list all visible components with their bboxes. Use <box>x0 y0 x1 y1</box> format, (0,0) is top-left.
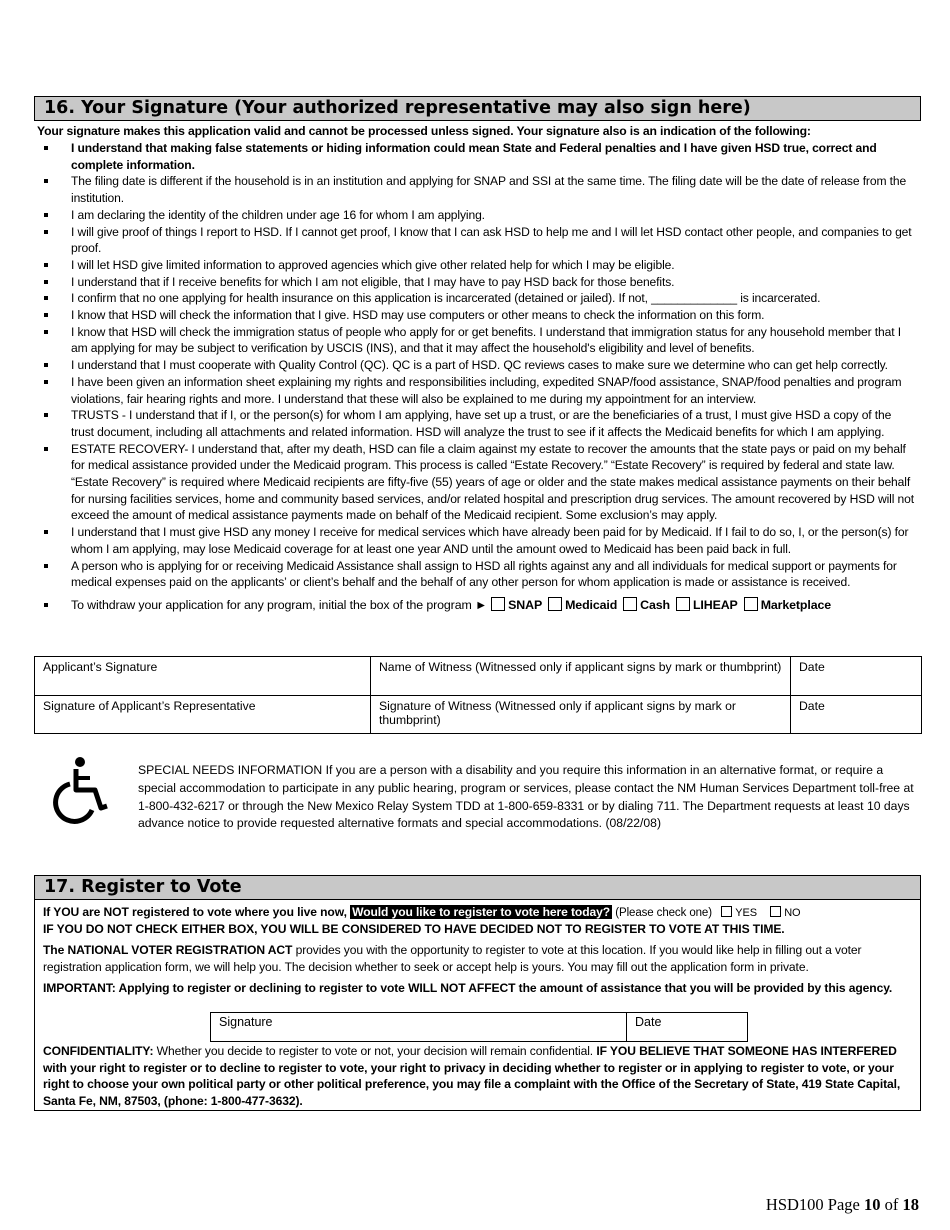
marketplace-label: Marketplace <box>760 597 832 612</box>
section-17-header: 17. Register to Vote <box>34 875 921 900</box>
vote-check-note: (Please check one) <box>615 907 712 919</box>
vote-question-prefix: If YOU are NOT registered to vote where you live now, <box>43 905 347 919</box>
liheap-checkbox[interactable] <box>676 597 690 611</box>
list-item: I understand that I must give HSD any money I receive for medical services which have already been paid for by Medicaid. If I fail to do so, I, or the person(s) for whom I am applying, may lose Medicaid coverage for at least one year AND until the amount owed to Medicaid has been paid back in full. <box>34 524 916 557</box>
list-item: The filing date is different if the household is in an institution and applying for SNAP and SSI at the same time. The filing date will be the date of release from the institution. <box>34 173 916 206</box>
form-id: HSD100 Page <box>765 1195 860 1214</box>
section-16-header: 16. Your Signature (Your authorized representative may also sign here) <box>34 96 921 121</box>
applicant-date-field[interactable] <box>791 657 922 696</box>
snap-label: SNAP <box>508 597 543 612</box>
list-item: I know that HSD will check the immigration status of people who apply for or get benefits. I understand that immigration status for any household member that I am applying for may be subject to verification by USCIS (INS), and that it may affect the household's eligibility and level of benefits. <box>34 324 916 357</box>
withdraw-label: To withdraw your application for any program, initial the box of the program ► <box>71 597 488 612</box>
vote-yes-checkbox[interactable] <box>721 906 732 917</box>
nvra-text: provides you with the opportunity to register to vote at this location. If you would like help in filling out a voter registration application form, we will help you. The decision whether to seek or accept help is yours. You may fill out the application form in private. <box>43 943 862 974</box>
vote-no-label: NO <box>784 907 801 919</box>
vote-no-checkbox[interactable] <box>770 906 781 917</box>
list-item: I understand that if I receive benefits for which I am not eligible, that I may have to pay HSD back for those benefits. <box>34 274 916 291</box>
witness-name-label: Name of Witness (Witnessed only if applicant signs by mark or thumbprint) <box>379 660 782 674</box>
cash-label: Cash <box>640 597 670 612</box>
wheelchair-icon <box>52 756 110 824</box>
page-of: of <box>884 1195 899 1214</box>
vote-signature-table <box>210 1012 748 1042</box>
nvra-paragraph <box>43 942 905 975</box>
representative-signature-field[interactable] <box>35 696 371 734</box>
acknowledgement-list <box>34 140 916 614</box>
complaint-text: IF YOU BELIEVE THAT SOMEONE HAS INTERFERED with your right to register or to decline to register to vote, your right to privacy in deciding whether to register or in applying to register to vote, or your right to choose your own political party or other political preference, you may file a complaint with the Office of the Secretary of State, 419 State Capital, Santa Fe, NM, 87503, (phone: 1-800-477-3632). <box>43 1044 901 1108</box>
signature-table <box>34 656 922 734</box>
medicaid-label: Medicaid <box>565 597 618 612</box>
vote-question <box>43 904 905 922</box>
vote-date-label: Date <box>635 1015 662 1029</box>
list-item: A person who is applying for or receiving Medicaid Assistance shall assign to HSD all rights against any and all individuals for medical support or payments for medical expenses paid on the applicants’ or client’s behalf and the behalf of any other person for whom application is made or assistance is received. <box>34 558 916 591</box>
vote-signature-field[interactable] <box>211 1013 627 1042</box>
witness-signature-field[interactable] <box>371 696 791 734</box>
confidentiality-text: Whether you decide to register to vote or not, your decision will remain confidential. <box>156 1044 594 1058</box>
snap-checkbox[interactable] <box>491 597 505 611</box>
list-item: I confirm that no one applying for health insurance on this application is incarcerated (detained or jailed). If not, _____________ is incarcerated. <box>34 290 916 307</box>
liheap-label: LIHEAP <box>692 597 738 612</box>
section-16-intro: Your signature makes this application valid and cannot be processed unless signed. Your signature also is an indication of the following: <box>37 124 811 138</box>
vote-warning: IF YOU DO NOT CHECK EITHER BOX, YOU WILL BE CONSIDERED TO HAVE DECIDED NOT TO REGISTER TO VOTE AT THIS TIME. <box>43 922 785 936</box>
vote-date-field[interactable] <box>627 1013 748 1042</box>
representative-date-field[interactable] <box>791 696 922 734</box>
applicant-signature-field[interactable] <box>35 657 371 696</box>
list-item: I have been given an information sheet explaining my rights and responsibilities including, expedited SNAP/food assistance, SNAP/food penalties and program violations, fair hearing rights and more. I understand that these will also be explained to me during my appointment for an interview. <box>34 374 916 407</box>
marketplace-checkbox[interactable] <box>744 597 758 611</box>
vote-question-highlight: Would you like to register to vote here today? <box>352 905 611 919</box>
important-notice: IMPORTANT: Applying to register or declining to register to vote WILL NOT AFFECT the amount of assistance that you will be provided by this agency. <box>43 981 893 995</box>
list-item: I understand that I must cooperate with Quality Control (QC). QC is a part of HSD. QC reviews cases to make sure we determine who can get help correctly. <box>34 357 916 374</box>
cash-checkbox[interactable] <box>623 597 637 611</box>
confidentiality-label: CONFIDENTIALITY: <box>43 1044 154 1058</box>
applicant-signature-label: Applicant’s Signature <box>43 660 158 674</box>
representative-date-label: Date <box>799 699 825 713</box>
vote-signature-label: Signature <box>219 1015 273 1029</box>
confidentiality-paragraph <box>43 1043 905 1109</box>
list-item: I understand that making false statements or hiding information could mean State and Federal penalties and I have given HSD true, correct and complete information. <box>34 140 916 173</box>
list-item: TRUSTS - I understand that if I, or the person(s) for whom I am applying, have set up a trust, or are the beneficiaries of a trust, I must give HSD a copy of the trust document, including all attachments and related information. HSD will analyze the trust to see if it affects the Medicaid benefits for which I am applying. <box>34 407 916 440</box>
page-total: 18 <box>902 1195 919 1214</box>
withdraw-item <box>34 597 916 614</box>
list-item: I am declaring the identity of the children under age 16 for whom I am applying. <box>34 207 916 224</box>
nvra-title: The NATIONAL VOTER REGISTRATION ACT <box>43 943 293 957</box>
page-footer <box>766 1195 919 1215</box>
list-item: ESTATE RECOVERY- I understand that, after my death, HSD can file a claim against my estate to recover the amounts that the state pays or paid on my behalf for medical assistance provided under the Medicaid program. This process is called “Estate Recovery.” “Estate Recovery” is required by federal and state law. “Estate Recovery” is required where Medicaid recipients are fifty-five (55) years of age or older and the state makes medical assistance payments on their behalf for nursing facilities services, home and community based services, and/or related hospital and prescription drug services. The amount recovered by HSD will not exceed the amount of medical assistance payments made on behalf of the Medicaid recipient. Some exclusion’s may apply. <box>34 441 916 525</box>
list-item: I will give proof of things I report to HSD. If I cannot get proof, I know that I can ask HSD to help me and I will let HSD contact other people, and companies to get proof. <box>34 224 916 257</box>
page-number: 10 <box>864 1195 881 1214</box>
list-item: I will let HSD give limited information to approved agencies which give other related help for which I may be eligible. <box>34 257 916 274</box>
witness-signature-label: Signature of Witness (Witnessed only if applicant signs by mark or thumbprint) <box>379 699 736 727</box>
witness-name-field[interactable] <box>371 657 791 696</box>
list-item: I know that HSD will check the information that I give. HSD may use computers or other means to check the information on this form. <box>34 307 916 324</box>
representative-signature-label: Signature of Applicant’s Representative <box>43 699 256 713</box>
vote-yes-label: YES <box>735 907 757 919</box>
medicaid-checkbox[interactable] <box>548 597 562 611</box>
special-needs-text: SPECIAL NEEDS INFORMATION If you are a person with a disability and you require this information in an alternative format, or require a special accommodation to participate in any public hearing, program or services, please contact the NM Human Services Department toll-free at 1-800-432-6217 or through the New Mexico Relay System TDD at 1-800-659-8331 or by dialing 711. The Department requests at least 10 days advance notice to provide requested alternative formats and special accommodations. (08/22/08) <box>138 763 914 831</box>
applicant-date-label: Date <box>799 660 825 674</box>
